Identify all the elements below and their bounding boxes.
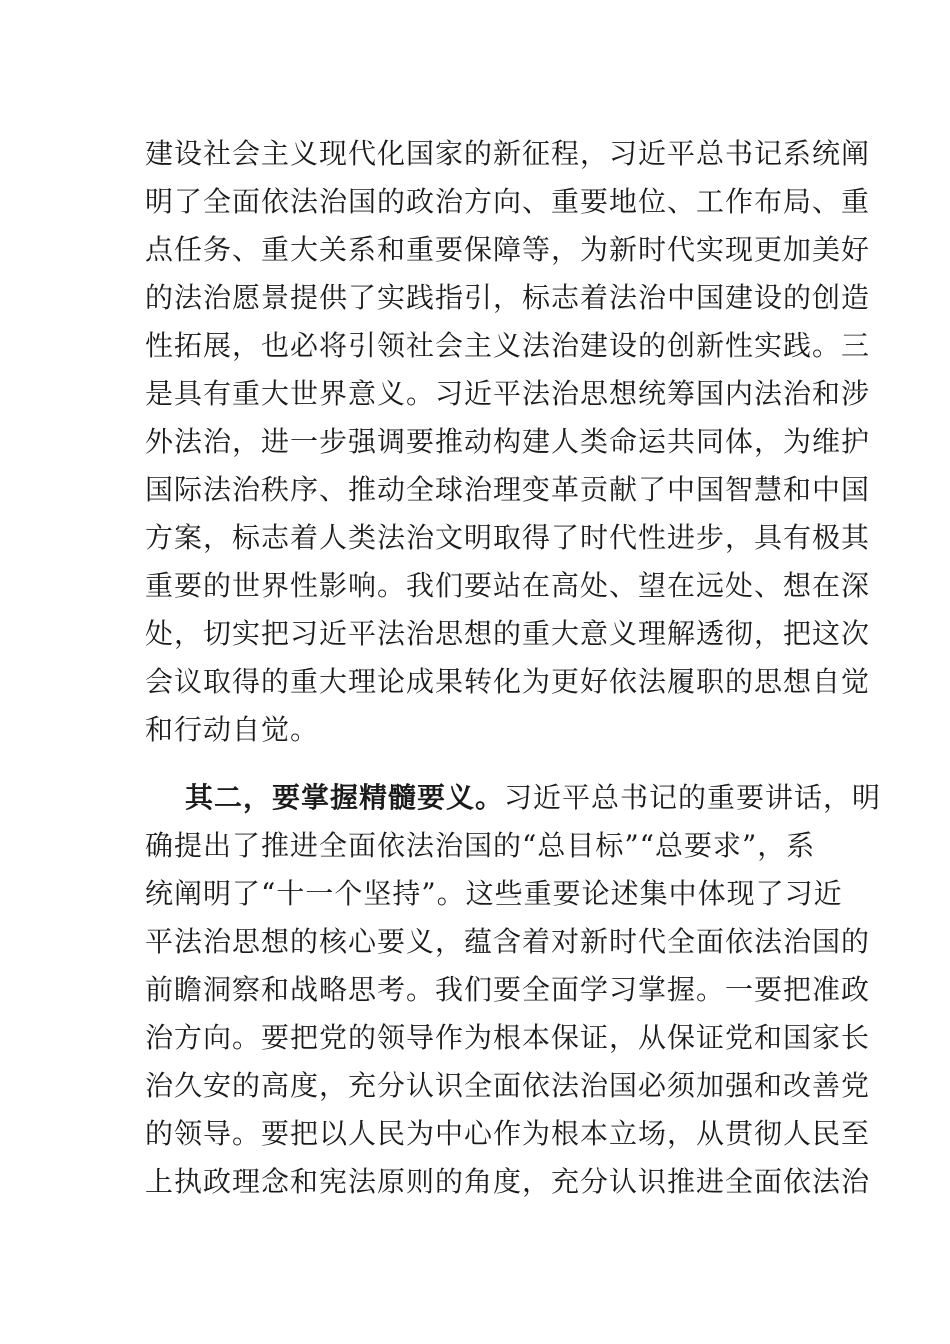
text-line: 建设社会主义现代化国家的新征程，习近平总书记系统阐 <box>145 137 871 170</box>
text-line: 的领导。要把以人民为中心作为根本立场，从贯彻人民至 <box>145 1117 871 1150</box>
text-line: 性拓展，也必将引领社会主义法治建设的创新性实践。三 <box>145 329 871 362</box>
text-line: 会议取得的重大理论成果转化为更好依法履职的思想自觉 <box>145 665 871 698</box>
text-line: 外法治，进一步强调要推动构建人类命运共同体，为维护 <box>145 425 871 458</box>
text-line: 统阐明了“十一个坚持”。这些重要论述集中体现了习近 <box>145 877 843 910</box>
text-line: 前瞻洞察和战略思考。我们要全面学习掌握。一要把准政 <box>145 973 871 1006</box>
text-line: 处，切实把习近平法治思想的重大意义理解透彻，把这次 <box>145 617 871 650</box>
text-line: 明了全面依法治国的政治方向、重要地位、工作布局、重 <box>145 185 871 218</box>
text-line: 的法治愿景提供了实践指引，标志着法治中国建设的创造 <box>145 281 871 314</box>
text-line: 和行动自觉。 <box>145 713 320 746</box>
text-line: 国际法治秩序、推动全球治理变革贡献了中国智慧和中国 <box>145 473 871 506</box>
paragraph-heading: 其二，要掌握精髓要义。 <box>185 781 505 814</box>
paragraph-2-first-line <box>185 778 882 818</box>
text-line: 是具有重大世界意义。习近平法治思想统筹国内法治和涉 <box>145 377 871 410</box>
text-line: 平法治思想的核心要义，蕴含着对新时代全面依法治国的 <box>145 925 871 958</box>
text-line: 上执政理念和宪法原则的角度，充分认识推进全面依法治 <box>145 1165 871 1198</box>
text-span: 习近平总书记的重要讲话，明 <box>504 781 882 814</box>
text-line: 治方向。要把党的领导作为根本保证，从保证党和国家长 <box>145 1021 871 1054</box>
text-line: 重要的世界性影响。我们要站在高处、望在远处、想在深 <box>145 569 871 602</box>
text-line: 方案，标志着人类法治文明取得了时代性进步，具有极其 <box>145 521 871 554</box>
text-line: 点任务、重大关系和重要保障等，为新时代实现更加美好 <box>145 233 871 266</box>
text-line: 治久安的高度，充分认识全面依法治国必须加强和改善党 <box>145 1069 871 1102</box>
text-line: 确提出了推进全面依法治国的“总目标”“总要求”，系 <box>145 829 816 862</box>
